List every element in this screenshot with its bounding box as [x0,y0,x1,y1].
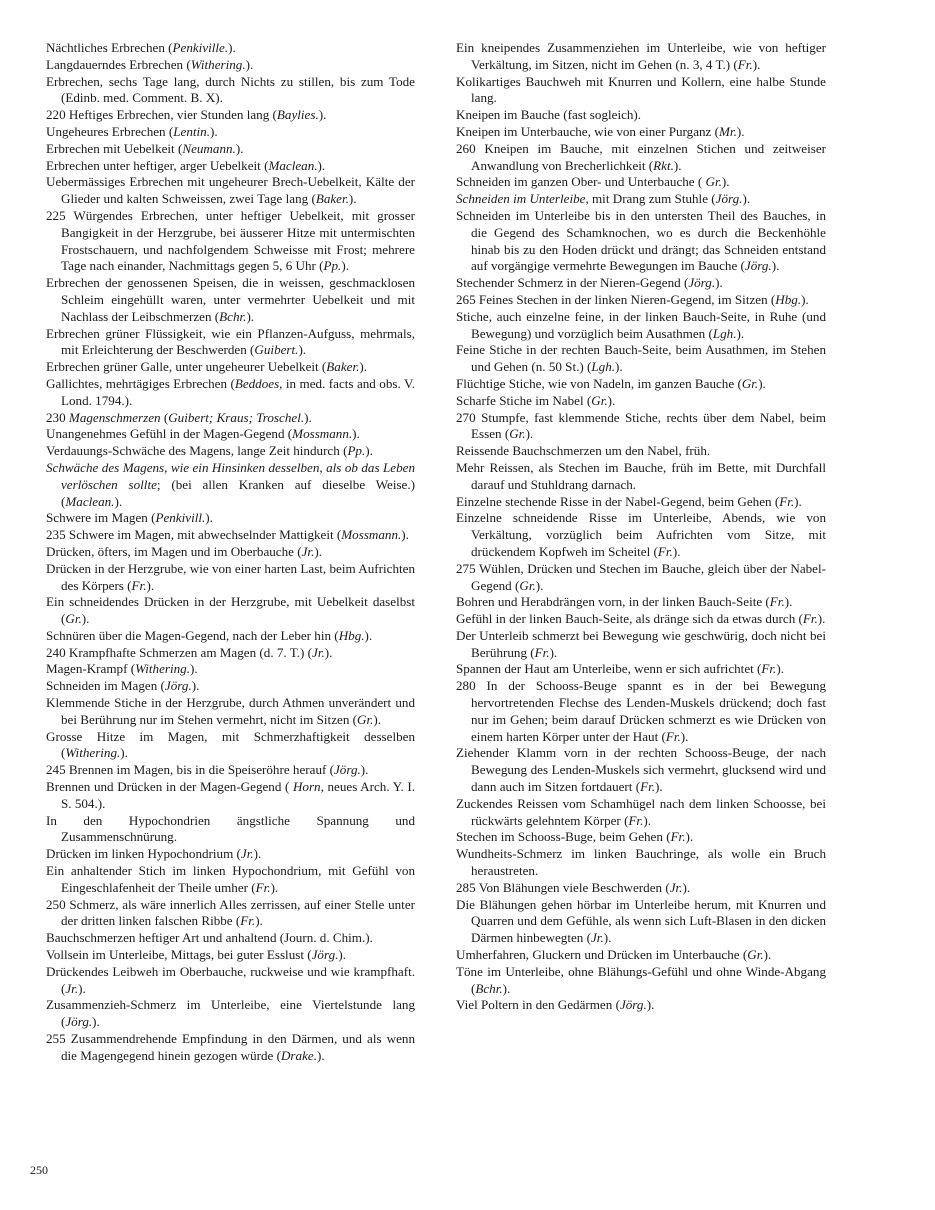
symptom-entry [440,745,826,795]
right-column [440,40,826,1014]
entry-text: Stechender Schmerz in der Nieren-Gegend (Jörg.). [456,275,723,291]
entry-text: Uebermässiges Erbrechen mit ungeheurer Brech-Uebelkeit, Kälte der Glieder und kalten Schweissen, zwei Tage lang (Baker.). [46,174,415,207]
entry-number: 230 [46,409,69,425]
symptom-entry [30,275,415,325]
entry-text: Langdauerndes Erbrechen (Withering.). [46,56,254,72]
symptom-entry [30,1031,415,1065]
left-column [30,40,415,1065]
symptom-entry [30,74,415,108]
entry-text: Schwäche des Magens, wie ein Hinsinken desselben, als ob das Leben verlöschen sollte; (bei allen Kranken auf dieselbe Weise.) (Maclean.). [46,459,416,509]
entry-text: 230 Magenschmerzen (Guibert; Kraus; Troschel.). [46,409,312,425]
entry-text: Bauchschmerzen heftiger Art und anhaltend (Journ. d. Chim.). [46,930,373,946]
symptom-entry [440,611,826,628]
entry-text: Wundheits-Schmerz im linken Bauchringe, als wolle ein Bruch heraustreten. [456,846,826,879]
symptom-entry [440,947,826,964]
entry-text: 250 Schmerz, als wäre innerlich Alles zerrissen, auf einer Stelle unter der dritten linken falschen Ribbe (Fr.). [46,896,415,929]
entry-text: Vollsein im Unterleibe, Mittags, bei guter Esslust (Jörg.). [46,947,347,963]
symptom-entry [440,376,826,393]
symptom-entry [440,393,826,410]
entry-text: 245 Brennen im Magen, bis in die Speiseröhre herauf (Jörg.). [46,762,369,778]
entry-text: Erbrechen mit Uebelkeit (Neumann.). [46,140,244,156]
entry-text: Kolikartiges Bauchweh mit Knurren und Kollern, eine halbe Stunde lang. [456,73,826,106]
entry-text: Kneipen im Bauche (fast sogleich). [456,107,642,123]
symptom-entry [440,594,826,611]
entry-text: Erbrechen der genossenen Speisen, die in weissen, geschmacklosen Schleim eingehüllt waren, unter vermehrter Uebelkeit und mit Nachlass der Leibschmerzen (Bchr.). [46,275,415,324]
symptom-entry [30,174,415,208]
entry-text: 225 Würgendes Erbrechen, unter heftiger Uebelkeit, mit grosser Bangigkeit in der Herzgrube, bei äusserer Hitze mit untermischten Frostschauern, und nachfolgendem Schweisse mit Frost; mehrere Tage nach einander, Nachmittags gegen 5, 6 Uhr (Pp.). [46,207,415,274]
entry-text: Schwere im Magen (Penkivill.). [46,510,213,526]
symptom-entry [440,561,826,595]
entry-text: Schneiden im Magen (Jörg.). [46,678,200,694]
symptom-entry [440,510,826,560]
entry-number: 280 [456,678,487,694]
entry-text: Einzelne stechende Risse in der Nabel-Gegend, beim Gehen (Fr.). [456,493,802,509]
symptom-entry [440,997,826,1014]
symptom-entry [440,494,826,511]
entry-text: Reissende Bauchschmerzen um den Nabel, früh. [456,443,711,459]
entry-text: Scharfe Stiche im Nabel (Gr.). [456,392,616,408]
symptom-entry [440,191,826,208]
entry-text: Drücken, öfters, im Magen und im Oberbauche (Jr.). [46,543,322,559]
entry-number: 270 [456,409,482,425]
symptom-entry [30,326,415,360]
entry-text: 285 Von Blähungen viele Beschwerden (Jr.). [456,879,691,895]
symptom-entry [30,645,415,662]
symptom-entry [30,544,415,561]
symptom-entry [30,897,415,931]
symptom-entry [440,678,826,745]
entry-number: 225 [46,207,74,223]
symptom-entry [440,74,826,108]
entry-text: Drücken im linken Hypochondrium (Jr.). [46,846,262,862]
entry-text: 260 Kneipen im Bauche, mit einzelnen Stichen und zeitweiser Anwandlung von Brecherlichkeit (Rkt.). [456,140,826,173]
entry-number: 250 [46,896,70,912]
symptom-entry [440,208,826,275]
page-number: 250 [30,1163,48,1177]
entry-number: 260 [456,140,485,156]
symptom-entry [30,762,415,779]
entry-text: 235 Schwere im Magen, mit abwechselnder Mattigkeit (Mossmann.). [46,527,409,543]
entry-text: Schneiden im ganzen Ober- und Unterbauche ( Gr.). [456,174,730,190]
entry-text: Zusammenzieh-Schmerz im Unterleibe, eine Viertelstunde lang (Jörg.). [46,997,415,1030]
symptom-entry [30,947,415,964]
symptom-entry [440,460,826,494]
symptom-entry [30,426,415,443]
entry-number: 285 [456,879,479,895]
entry-text: Umherfahren, Gluckern und Drücken im Unterbauche (Gr.). [456,947,772,963]
entry-text: Unangenehmes Gefühl in der Magen-Gegend (Mossmann.). [46,426,360,442]
entry-text: Stiche, auch einzelne feine, in der linken Bauch-Seite, in Ruhe (und Bewegung) und vorzüglich beim Ausathmen (Lgh.). [456,308,826,341]
symptom-entry [440,964,826,998]
entry-number: 275 [456,560,479,576]
symptom-entry [30,678,415,695]
entry-text: Töne im Unterleibe, ohne Blähungs-Gefühl und ohne Winde-Abgang (Bchr.). [456,963,826,996]
entry-text: Erbrechen, sechs Tage lang, durch Nichts zu stillen, bis zum Tode (Edinb. med. Comment. B. X). [46,73,415,106]
symptom-entry [30,695,415,729]
symptom-entry [30,124,415,141]
symptom-entry [440,846,826,880]
symptom-entry [440,880,826,897]
entry-text: Brennen und Drücken in der Magen-Gegend ( Horn, neues Arch. Y. I. S. 504.). [46,779,415,811]
symptom-entry [440,309,826,343]
entry-text: 275 Wühlen, Drücken und Stechen im Bauche, gleich über der Nabel-Gegend (Gr.). [456,560,826,593]
symptom-entry [440,829,826,846]
symptom-entry [30,40,415,57]
entry-text: 280 In der Schooss-Beuge spannt es in der bei Bewegung hervortretenden Flechse des Lenden-Muskels drückend; doch fast nur im Gehen; beim darauf Drücken schmerzt es wie Drücken von einem harten Körper unter der Haut (Fr.). [456,678,826,744]
symptom-entry [30,158,415,175]
symptom-entry [30,443,415,460]
symptom-entry [440,174,826,191]
symptom-entry [30,527,415,544]
entry-text: Drückendes Leibweh im Oberbauche, ruckweise und wie krampfhaft. (Jr.). [46,963,415,996]
symptom-entry [440,443,826,460]
entry-text: Nächtliches Erbrechen (Penkiville.). [46,40,236,55]
symptom-entry [30,846,415,863]
entry-text: Gefühl in der linken Bauch-Seite, als dränge sich da etwas durch (Fr.). [456,611,826,627]
entry-text: Bohren und Herabdrängen vorn, in der linken Bauch-Seite (Fr.). [456,594,793,610]
entry-text: 240 Krampfhafte Schmerzen am Magen (d. 7. T.) (Jr.). [46,644,333,660]
entry-text: Grosse Hitze im Magen, mit Schmerzhaftigkeit desselben (Withering.). [46,728,415,761]
symptom-entry [30,628,415,645]
symptom-entry [440,628,826,662]
entry-text: 255 Zusammendrehende Empfindung in den Därmen, und als wenn die Magengegend hinein gezogen würde (Drake.). [46,1031,416,1063]
entry-text: Kneipen im Unterbauche, wie von einer Purganz (Mr.). [456,123,745,139]
symptom-entry [30,964,415,998]
entry-text: Schnüren über die Magen-Gegend, nach der Leber hin (Hbg.). [46,627,373,643]
symptom-entry [440,897,826,947]
entry-text: Zuckendes Reissen vom Schamhügel nach dem linken Schoosse, bei rückwärts gelehntem Körper (Fr.). [456,795,826,828]
entry-text: In den Hypochondrien ängstliche Spannung und Zusammenschnürung. [46,812,415,845]
entry-text: 270 Stumpfe, fast klemmende Stiche, rechts über dem Nabel, beim Essen (Gr.). [456,409,826,442]
symptom-entry [440,292,826,309]
symptom-entry [440,124,826,141]
entry-text: Die Blähungen gehen hörbar im Unterleibe herum, mit Knurren und Quarren und dem Gefühle, als wenn sich Luft-Blasen in den dicken Därmen hinbewegten (Jr.). [456,896,826,946]
entry-text: Ein anhaltender Stich im linken Hypochondrium, mit Gefühl von Eingeschlafenheit der Theile umher (Fr.). [46,863,415,895]
symptom-entry [30,141,415,158]
symptom-entry [440,342,826,376]
symptom-entry [30,930,415,947]
entry-text: Stechen im Schooss-Buge, beim Gehen (Fr.). [456,829,694,845]
entry-text: Drücken in der Herzgrube, wie von einer harten Last, beim Aufrichten des Körpers (Fr.). [46,560,415,593]
entry-text: Verdauungs-Schwäche des Magens, lange Zeit hindurch (Pp.). [46,443,373,459]
entry-number: 265 [456,291,479,307]
entry-text: Einzelne schneidende Risse im Unterleibe, Abends, wie von Verkältung, vorzüglich beim Aufrichten vom Sitze, mit drückendem Kopfweh im Scheitel (Fr.). [456,510,826,559]
entry-text: Ziehender Klamm vorn in der rechten Schooss-Beuge, der nach Bewegung des Lenden-Muskels sich vermehrt, glucksend wird und dann auch im Sitzen fortdauert (Fr.). [456,745,826,795]
entry-text: Ein kneipendes Zusammenziehen im Unterleibe, wie von heftiger Verkältung, im Sitzen, nicht im Gehen (n. 3, 4 T.) (Fr.). [456,40,826,72]
symptom-entry [30,561,415,595]
symptom-entry [440,40,826,74]
symptom-entry [440,410,826,444]
symptom-entry [30,594,415,628]
entry-number: 235 [46,527,69,543]
symptom-entry [30,460,415,510]
entry-text: 220 Heftiges Erbrechen, vier Stunden lang (Baylies.). [46,107,327,123]
entry-text: Mehr Reissen, als Stechen im Bauche, früh im Bette, mit Durchfall darauf und Stuhldrang darnach. [456,459,826,492]
entry-number: 220 [46,107,69,123]
symptom-entry [30,997,415,1031]
entry-text: Flüchtige Stiche, wie von Nadeln, im ganzen Bauche (Gr.). [456,375,766,391]
entry-text: Klemmende Stiche in der Herzgrube, durch Athmen unverändert und bei Berührung nur im Stehen vermehrt, nicht im Sitzen (Gr.). [46,695,415,727]
entry-text: Feine Stiche in der rechten Bauch-Seite, beim Ausathmen, im Stehen und Gehen (n. 50 St.) (Lgh.). [456,342,826,375]
symptom-entry [440,275,826,292]
symptom-entry [30,661,415,678]
entry-text: 265 Feines Stechen in der linken Nieren-Gegend, im Sitzen (Hbg.). [456,291,809,307]
entry-text: Schneiden im Unterleibe, mit Drang zum Stuhle (Jörg.). [456,191,751,207]
symptom-entry [30,863,415,897]
entry-text: Erbrechen grüner Flüssigkeit, wie ein Pflanzen-Aufguss, mehrmals, mit Erleichterung der Beschwerden (Guibert.). [46,325,415,358]
symptom-entry [30,208,415,275]
entry-text: Magen-Krampf (Withering.). [46,661,198,677]
symptom-entry [30,813,415,847]
entry-text: Viel Poltern in den Gedärmen (Jörg.). [456,997,655,1013]
entry-number: 255 [46,1031,71,1047]
symptom-entry [440,796,826,830]
symptom-entry [30,107,415,124]
entry-text: Gallichtes, mehrtägiges Erbrechen (Beddoes, in med. facts and obs. V. Lond. 1794.). [46,375,415,408]
symptom-entry [30,510,415,527]
symptom-entry [30,57,415,74]
entry-text: Schneiden im Unterleibe bis in den untersten Theil des Bauches, in die Gegend des Schamknochen, wo es durch die Beckenhöhle hinab bis zu den Hoden drückt und drängt; das Schneiden entstand auf vorgängige vermehrte Bewegungen im Bauche (Jörg.). [456,207,826,274]
symptom-entry [30,779,415,813]
entry-text: Der Unterleib schmerzt bei Bewegung wie geschwürig, doch nicht bei Berührung (Fr.). [456,627,826,660]
symptom-entry [440,107,826,124]
symptom-entry [440,141,826,175]
symptom-entry [440,661,826,678]
entry-text: Erbrechen unter heftiger, arger Uebelkeit (Maclean.). [46,157,326,173]
symptom-entry [30,376,415,410]
entry-text: Spannen der Haut am Unterleibe, wenn er sich aufrichtet (Fr.). [456,661,784,677]
entry-text: Ungeheures Erbrechen (Lentin.). [46,123,218,139]
symptom-entry [30,359,415,376]
entry-number: 245 [46,762,69,778]
entry-number: 240 [46,644,69,660]
entry-text: Ein schneidendes Drücken in der Herzgrube, mit Uebelkeit daselbst (Gr.). [46,594,415,627]
symptom-entry [30,729,415,763]
entry-text: Erbrechen grüner Galle, unter ungeheurer Uebelkeit (Baker.). [46,359,368,375]
symptom-entry [30,410,415,427]
